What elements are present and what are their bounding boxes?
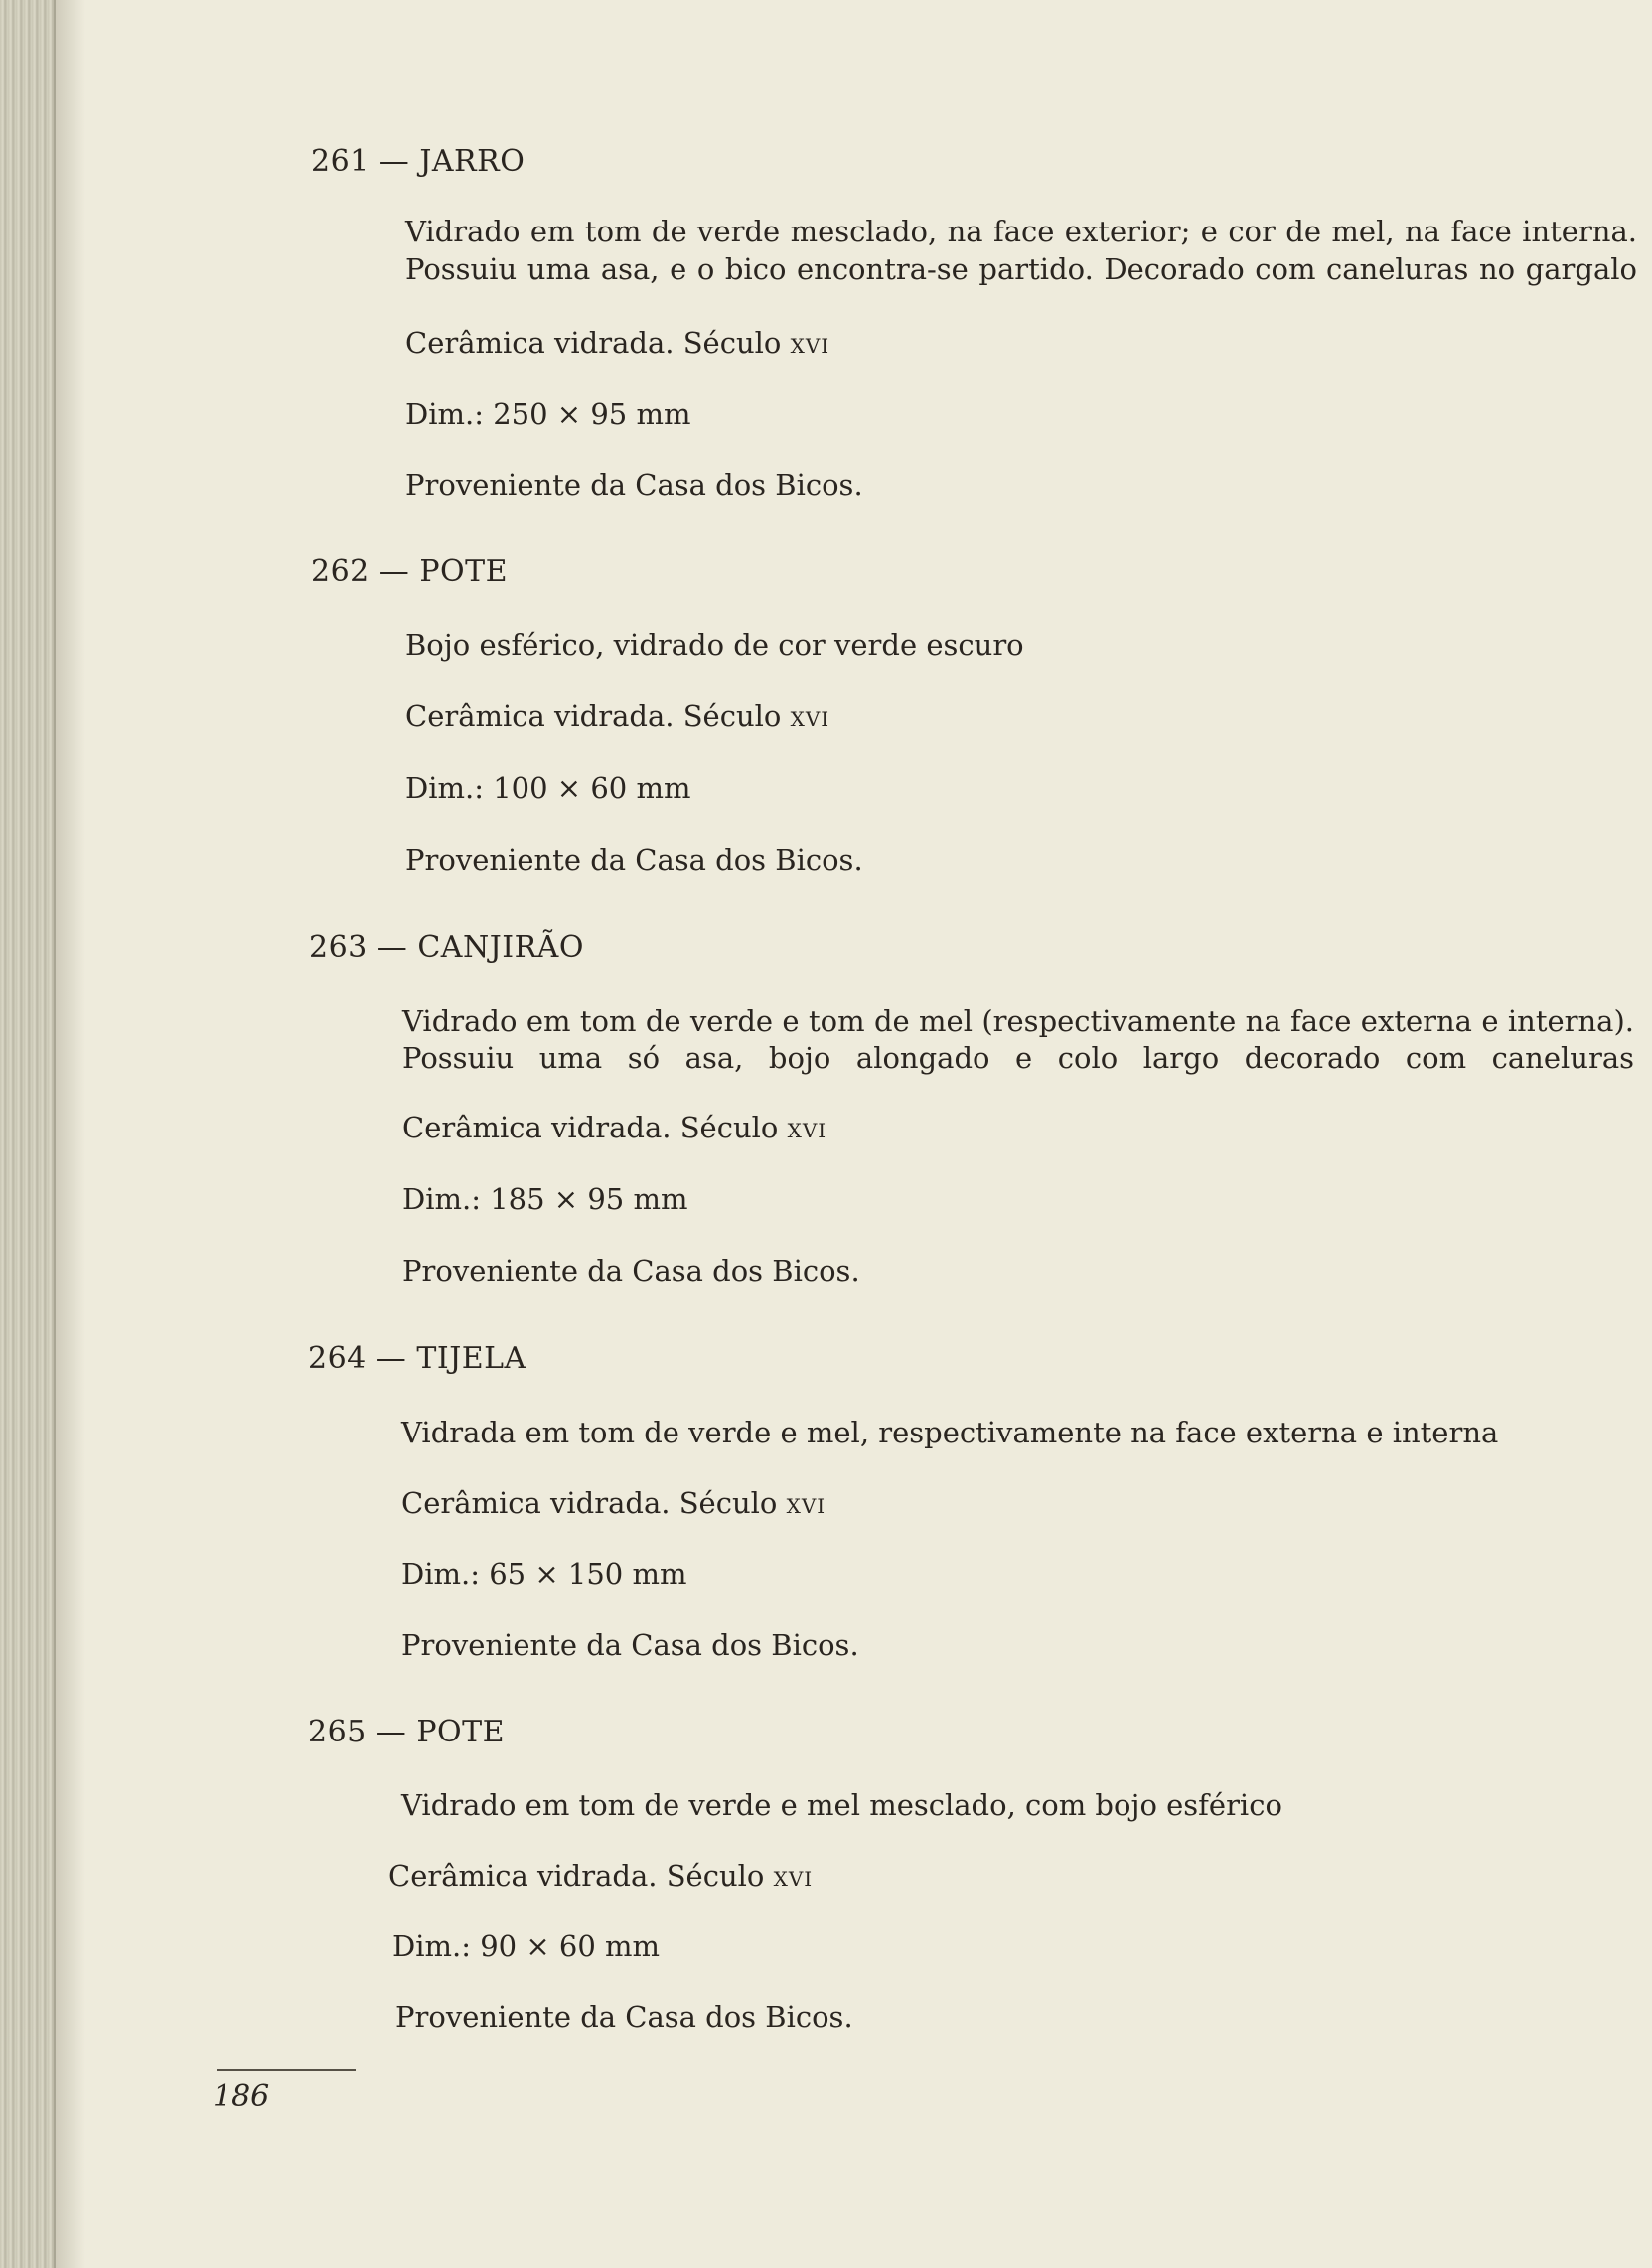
entry-provenance: Proveniente da Casa dos Bicos. [405, 843, 863, 877]
entry-description-line: Vidrada em tom de verde e mel, respectivamente na face externa e interna [401, 1416, 1499, 1449]
century-numeral: xvi [786, 1486, 826, 1520]
century-numeral: xvi [773, 1859, 814, 1892]
entry-dimensions: Dim.: 185 × 95 mm [402, 1182, 688, 1216]
century-numeral: xvi [790, 326, 830, 360]
entry-heading: 265 — POTE [308, 1715, 506, 1749]
entry-dimensions: Dim.: 250 × 95 mm [405, 397, 691, 431]
century-numeral: xvi [787, 1111, 827, 1144]
entry-provenance: Proveniente da Casa dos Bicos. [395, 2000, 853, 2034]
entry-description-line: Possuiu uma só asa, bojo alongado e colo largo decorado com caneluras [402, 1041, 1634, 1075]
entry-heading: 264 — TIJELA [308, 1341, 526, 1376]
entry-description-line: Bojo esférico, vidrado de cor verde escuro [405, 628, 1024, 662]
entry-material: Cerâmica vidrada. Século xvi [405, 326, 830, 360]
page-number: 186 [213, 2079, 270, 2114]
entry-dimensions: Dim.: 65 × 150 mm [401, 1557, 687, 1590]
entry-heading: 261 — JARRO [311, 144, 526, 179]
entry-provenance: Proveniente da Casa dos Bicos. [402, 1254, 860, 1287]
entry-material: Cerâmica vidrada. Século xvi [402, 1111, 827, 1144]
entry-heading: 262 — POTE [311, 554, 509, 589]
entry-description-line: Vidrado em tom de verde mesclado, na face exterior; e cor de mel, na face interna. [405, 215, 1637, 248]
entry-provenance: Proveniente da Casa dos Bicos. [405, 468, 863, 502]
entry-description-line: Possuiu uma asa, e o bico encontra-se partido. Decorado com caneluras no gargalo [405, 252, 1637, 286]
entry-description-line: Vidrado em tom de verde e mel mesclado, com bojo esférico [401, 1788, 1282, 1822]
entry-material: Cerâmica vidrada. Século xvi [388, 1859, 814, 1892]
entry-dimensions: Dim.: 90 × 60 mm [392, 1929, 660, 1963]
entry-material: Cerâmica vidrada. Século xvi [401, 1486, 826, 1520]
entry-dimensions: Dim.: 100 × 60 mm [405, 771, 691, 805]
entry-heading: 263 — CANJIRÃO [309, 930, 584, 965]
century-numeral: xvi [790, 699, 830, 733]
entry-material: Cerâmica vidrada. Século xvi [405, 699, 830, 733]
entry-description-line: Vidrado em tom de verde e tom de mel (respectivamente na face externa e interna). [402, 1004, 1634, 1038]
footnote-rule [217, 2069, 356, 2071]
entry-provenance: Proveniente da Casa dos Bicos. [401, 1628, 859, 1662]
